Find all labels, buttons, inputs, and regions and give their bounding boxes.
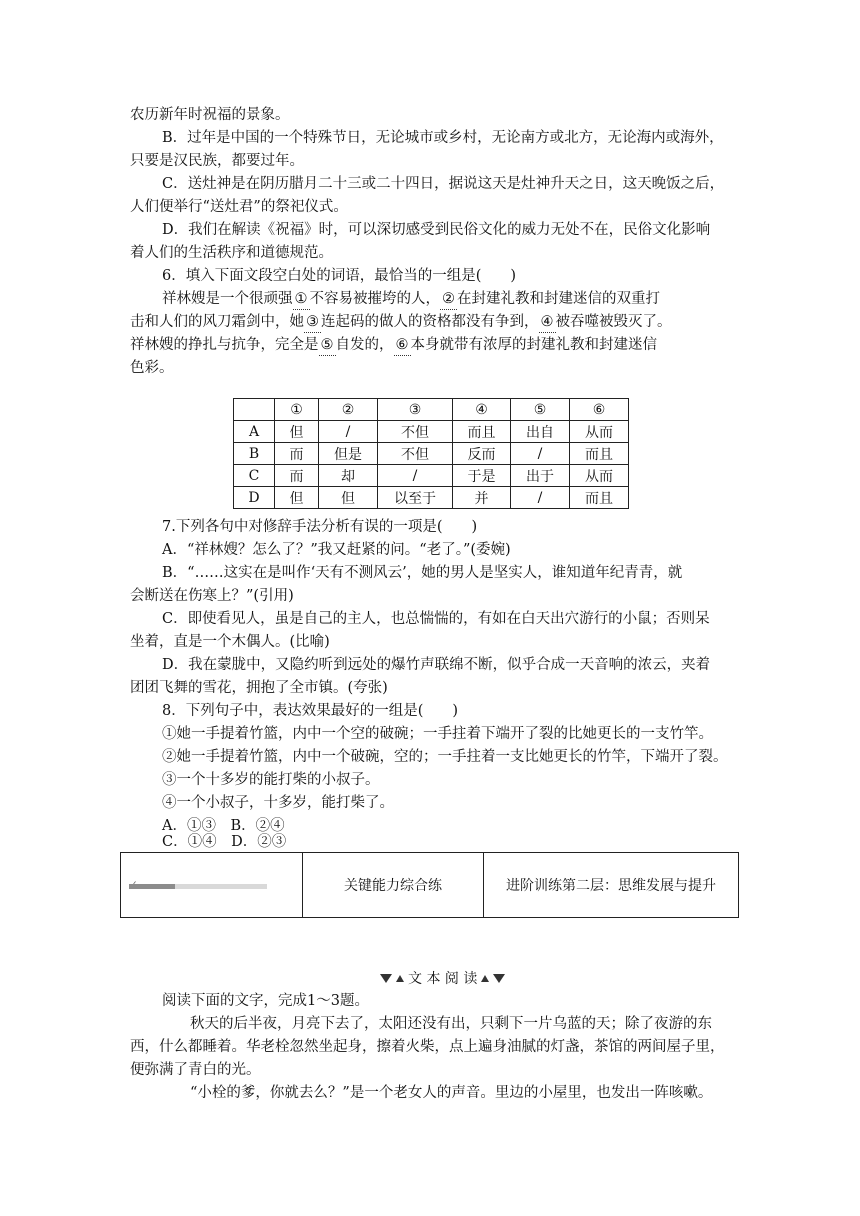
- table-cell: A: [234, 421, 275, 443]
- table-cell: ⑥: [570, 399, 629, 421]
- table-cell: ⑤: [511, 399, 570, 421]
- reading-line: 便弥满了青白的光。: [130, 1062, 261, 1078]
- table-cell: B: [234, 443, 275, 465]
- triangle-up-icon: [396, 975, 404, 982]
- table-cell: ④: [453, 399, 511, 421]
- banner-progress-cell: [121, 853, 303, 917]
- answer-options: A．①③ B．②④: [162, 818, 285, 834]
- table-cell: ③: [378, 399, 453, 421]
- section-title: 文 本 阅 读: [408, 971, 478, 987]
- table-cell: /: [319, 421, 378, 443]
- blank-4: ④: [539, 312, 556, 333]
- reading-instruction: 阅读下面的文字，完成1～3题。: [162, 993, 369, 1009]
- table-cell: 而: [275, 443, 319, 465]
- table-cell: 并: [453, 487, 511, 509]
- text-line: 着人们的生活秩序和道德规范。: [130, 245, 333, 261]
- table-cell: 从而: [570, 465, 629, 487]
- passage-text: 在封建礼教和封建迷信的双重打: [457, 291, 660, 307]
- banner-title: 关键能力综合练: [303, 853, 484, 917]
- table-cell: 反而: [453, 443, 511, 465]
- table-cell: 而且: [570, 487, 629, 509]
- table-cell: /: [511, 443, 570, 465]
- table-cell: 而且: [570, 443, 629, 465]
- passage-text: 被吞噬被毁灭了。: [555, 314, 672, 330]
- table-row: [234, 443, 629, 465]
- table-cell: C: [234, 465, 275, 487]
- triangle-down-icon: [380, 974, 392, 983]
- options-table: [233, 398, 629, 509]
- reading-line: “小栓的爹，你就去么？”是一个老女人的声音。里边的小屋里，也发出一阵咳嗽。: [190, 1085, 713, 1101]
- table-cell: 而且: [453, 421, 511, 443]
- passage-line: 色彩。: [130, 360, 174, 376]
- option-line: 坐着，直是一个木偶人。(比喻): [130, 634, 330, 650]
- passage-line: [130, 312, 672, 333]
- passage-text: 祥林嫂是一个很顽强: [162, 291, 293, 307]
- passage-text: 不容易被摧垮的人，: [309, 291, 440, 307]
- table-header-row: [234, 399, 629, 421]
- blank-6: ⑥: [394, 335, 411, 356]
- table-cell: D: [234, 487, 275, 509]
- option-line: A．“祥林嫂？怎么了？”我又赶紧的问。“老了。”(委婉): [162, 542, 511, 558]
- blank-5: ⑤: [319, 335, 336, 356]
- text-line: 只要是汉民族，都要过年。: [130, 153, 304, 169]
- option-d-line: D．我们在解读《祝福》时，可以深切感受到民俗文化的威力无处不在，民俗文化影响: [162, 222, 711, 238]
- section-banner: [120, 852, 739, 918]
- question-7: 7.下列各句中对修辞手法分析有误的一项是( ): [162, 519, 478, 535]
- option-line: C．即使看见人，虽是自己的主人，也总惴惴的，有如在白天出穴游行的小鼠；否则呆: [162, 611, 710, 627]
- table-row: [234, 421, 629, 443]
- table-row: [234, 487, 629, 509]
- passage-text: 自发的，: [335, 337, 394, 353]
- table-cell: /: [511, 487, 570, 509]
- answer-options: C．①④ D．②③: [162, 834, 287, 850]
- passage-line: [162, 289, 660, 310]
- table-cell: ①: [275, 399, 319, 421]
- triangle-up-icon: [481, 975, 489, 982]
- table-cell: 不但: [378, 421, 453, 443]
- progress-bar: [129, 884, 267, 889]
- text-line: 农历新年时祝福的景象。: [130, 107, 290, 123]
- passage-text: 连起码的做人的资格都没有争到，: [321, 314, 539, 330]
- reading-line: 秋天的后半夜，月亮下去了，太阳还没有出，只剩下一片乌蓝的天；除了夜游的东: [190, 1016, 712, 1032]
- sentence-line: ④一个小叔子，十多岁，能打柴了。: [162, 795, 394, 811]
- table-cell: 但是: [319, 443, 378, 465]
- text-line: 人们便举行“送灶君”的祭祀仪式。: [130, 199, 348, 215]
- section-heading: [380, 968, 505, 988]
- option-line: D．我在蒙胧中，又隐约听到远处的爆竹声联绵不断，似乎合成一天音响的浓云，夹着: [162, 657, 711, 673]
- banner-subtitle: 进阶训练第二层：思维发展与提升: [506, 878, 716, 894]
- table-cell: 但: [319, 487, 378, 509]
- passage-text: 本身就带有浓厚的封建礼教和封建迷信: [410, 337, 657, 353]
- table-cell: 但: [275, 421, 319, 443]
- blank-3: ③: [304, 312, 321, 333]
- passage-line: [130, 335, 657, 356]
- progress-fill: [129, 884, 175, 889]
- table-cell: 出于: [511, 465, 570, 487]
- table-cell: 却: [319, 465, 378, 487]
- option-line: 会断送在伤寒上？”(引用): [130, 588, 294, 604]
- question-8: 8．下列句子中，表达效果最好的一组是( ): [162, 703, 459, 719]
- table-cell: 而: [275, 465, 319, 487]
- option-c-line: C．送灶神是在阴历腊月二十三或二十四日，据说这天是灶神升天之日，这天晚饭之后，: [162, 176, 725, 192]
- sentence-line: ①她一手提着竹篮，内中一个空的破碗；一手拄着下端开了裂的比她更长的一支竹竿。: [162, 726, 713, 742]
- reading-line: 西，什么都睡着。华老栓忽然坐起身，擦着火柴，点上遍身油腻的灯盏，茶馆的两间屋子里，: [130, 1039, 725, 1055]
- blank-2: ②: [440, 289, 457, 310]
- passage-text: 击和人们的风刀霜剑中，她: [130, 314, 304, 330]
- table-cell: ②: [319, 399, 378, 421]
- triangle-down-icon: [493, 974, 505, 983]
- sentence-line: ③一个十多岁的能打柴的小叔子。: [162, 772, 380, 788]
- table-cell: /: [378, 465, 453, 487]
- table-cell: 从而: [570, 421, 629, 443]
- passage-text: 祥林嫂的挣扎与抗争，完全是: [130, 337, 319, 353]
- table-cell: 不但: [378, 443, 453, 465]
- sentence-line: ②她一手提着竹篮，内中一个破碗，空的；一手拄着一支比她更长的竹竿，下端开了裂。: [162, 749, 728, 765]
- table-cell: 以至于: [378, 487, 453, 509]
- option-line: B．“……这实在是叫作‘天有不测风云’，她的男人是坚实人，谁知道年纪青青，就: [162, 565, 683, 581]
- table-cell: 出自: [511, 421, 570, 443]
- table-cell: 于是: [453, 465, 511, 487]
- table-cell: 但: [275, 487, 319, 509]
- blank-1: ①: [293, 289, 310, 310]
- table-row: [234, 465, 629, 487]
- question-6: 6．填入下面文段空白处的词语，最恰当的一组是( ): [162, 268, 517, 284]
- table-cell: [234, 399, 275, 421]
- option-b-line: B．过年是中国的一个特殊节日，无论城市或乡村，无论南方或北方，无论海内或海外，: [162, 130, 724, 146]
- option-line: 团团飞舞的雪花，拥抱了全市镇。(夸张): [130, 680, 388, 696]
